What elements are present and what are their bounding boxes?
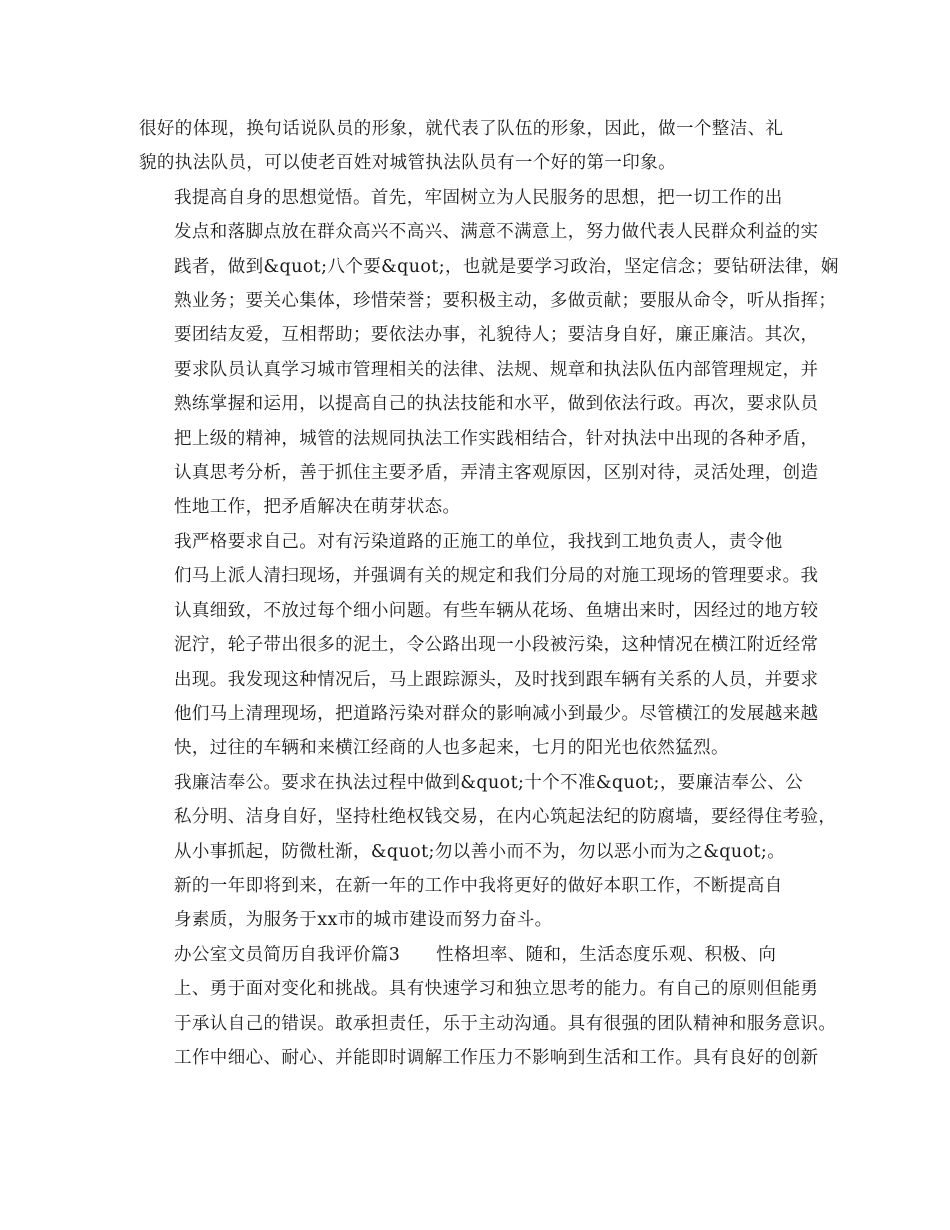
text-line: 熟业务；要关心集体，珍惜荣誉；要积极主动，多做贡献；要服从命令，听从指挥； bbox=[174, 291, 837, 312]
text-line: 把上级的精神，城管的法规同执法工作实践相结合，针对执法中出现的各种矛盾， bbox=[174, 428, 819, 449]
paragraph-4 bbox=[139, 766, 837, 869]
text-line: 们马上派人清扫现场，并强调有关的规定和我们分局的对施工现场的管理要求。我 bbox=[174, 566, 819, 587]
text-line: 发点和落脚点放在群众高兴不高兴、满意不满意上，努力做代表人民群众利益的实 bbox=[174, 222, 819, 243]
text-line: 认真细致，不放过每个细小问题。有些车辆从花场、鱼塘出来时，因经过的地方较 bbox=[174, 600, 819, 621]
text-line: 很好的体现，换句话说队员的形象，就代表了队伍的形象，因此，做一个整洁、礼 bbox=[139, 119, 784, 139]
text-line: 他们马上清理现场，把道路污染对群众的影响减小到最少。尽管横江的发展越来越 bbox=[174, 703, 819, 724]
text-line: 出现。我发现这种情况后，马上跟踪源头，及时找到跟车辆有关系的人员，并要求 bbox=[174, 669, 819, 690]
text-line: 要团结友爱，互相帮助；要依法办事，礼貌待人；要洁身自好，廉正廉洁。其次， bbox=[174, 325, 819, 346]
text-line: 泥泞，轮子带出很多的泥土，令公路出现一小段被污染，这种情况在横江附近经常 bbox=[174, 635, 819, 656]
paragraph-1 bbox=[139, 112, 829, 181]
text-line: 我提高自身的思想觉悟。首先，牢固树立为人民服务的思想，把一切工作的出 bbox=[174, 187, 783, 208]
text-line: 貌的执法队员，可以使老百姓对城管执法队员有一个好的第一印象。 bbox=[139, 153, 676, 174]
text-line: 身素质，为服务于xx市的城市建设而努力奋斗。 bbox=[174, 910, 553, 931]
text-line: 我严格要求自己。对有污染道路的正施工的单位，我找到工地负责人，责令他 bbox=[174, 531, 783, 552]
text-line: 上、勇于面对变化和挑战。具有快速学习和独立思考的能力。有自己的原则但能勇 bbox=[174, 979, 819, 1000]
text-line: 熟练掌握和运用，以提高自己的执法技能和水平，做到依法行政。再次，要求队员 bbox=[174, 394, 819, 415]
text-line: 从小事抓起，防微杜渐，&quot;勿以善小而不为，勿以恶小而为之&quot;。 bbox=[174, 841, 786, 862]
text-line: 于承认自己的错误。敢承担责任，乐于主动沟通。具有很强的团队精神和服务意识。 bbox=[174, 1013, 837, 1034]
text-line: 我廉洁奉公。要求在执法过程中做到&quot;十个不准&quot;，要廉洁奉公、公 bbox=[174, 772, 804, 793]
text-line: 要求队员认真学习城市管理相关的法律、法规、规章和执法队伍内部管理规定，并 bbox=[174, 359, 819, 380]
document-body bbox=[139, 112, 839, 1075]
paragraph-6 bbox=[139, 938, 837, 1076]
text-line: 认真思考分析，善于抓住主要矛盾，弄清主客观原因，区别对待，灵活处理，创造 bbox=[174, 463, 819, 484]
paragraph-2 bbox=[139, 181, 839, 525]
text-line: 快，过往的车辆和来横江经商的人也多起来，七月的阳光也依然猛烈。 bbox=[174, 738, 729, 759]
text-line: 办公室文员简历自我评价篇3 性格坦率、随和，生活态度乐观、积极、向 bbox=[174, 944, 777, 965]
text-line: 性地工作，把矛盾解决在萌芽状态。 bbox=[174, 497, 461, 518]
paragraph-5 bbox=[139, 869, 829, 938]
text-line: 工作中细心、耐心、并能即时调解工作压力不影响到生活和工作。具有良好的创新 bbox=[174, 1047, 819, 1068]
text-line: 私分明、洁身自好，坚持杜绝权钱交易，在内心筑起法纪的防腐墙，要经得住考验， bbox=[174, 807, 837, 828]
text-line: 践者，做到&quot;八个要&quot;，也就是要学习政治，坚定信念；要钻研法律，娴 bbox=[174, 256, 839, 277]
paragraph-3 bbox=[139, 525, 829, 766]
text-line: 新的一年即将到来，在新一年的工作中我将更好的做好本职工作，不断提高自 bbox=[174, 875, 783, 896]
